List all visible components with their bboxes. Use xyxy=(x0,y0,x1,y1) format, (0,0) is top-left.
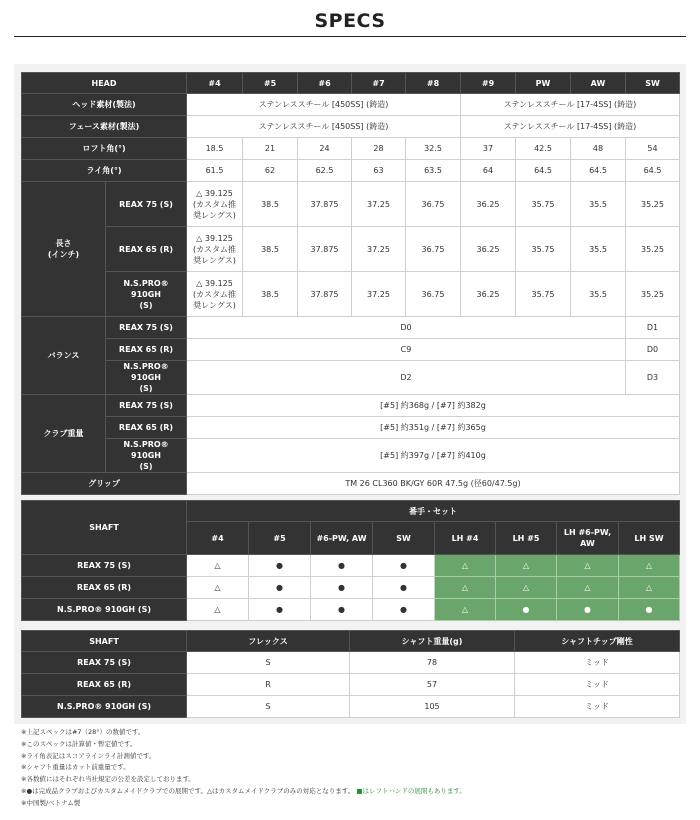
table-cell: 35.5 xyxy=(571,182,626,227)
table-cell: 36.75 xyxy=(406,272,461,317)
loft-row xyxy=(22,138,680,160)
row-label: グリップ xyxy=(22,473,187,495)
row-label: ヘッド素材(製法) xyxy=(22,94,187,116)
shaft-label: REAX 75 (S) xyxy=(22,555,187,577)
shaft-label: REAX 65 (R) xyxy=(22,674,187,696)
lefty-cell: △ xyxy=(496,577,557,599)
table-cell: [#5] 約368g / [#7] 約382g xyxy=(187,395,680,417)
footnote: ※このスペックは計算値・暫定値です。 xyxy=(21,739,137,748)
column-header: フレックス xyxy=(187,631,350,652)
footnote xyxy=(21,786,466,798)
table-cell: 61.5 xyxy=(187,160,243,182)
table-cell: 35.25 xyxy=(626,182,680,227)
table-cell: D3 xyxy=(626,361,680,395)
table-cell: 64 xyxy=(461,160,516,182)
table-cell: 62 xyxy=(243,160,298,182)
column-header: LH #6-PW, AW xyxy=(557,522,619,555)
table-cell: TM 26 CL360 BK/GY 60R 47.5g (径60/47.5g) xyxy=(187,473,680,495)
table-cell: ステンレススチール [17-4SS] (鋳造) xyxy=(461,94,680,116)
column-header: #8 xyxy=(406,73,461,94)
table-cell: 63 xyxy=(352,160,406,182)
table-cell: ミッド xyxy=(515,652,680,674)
column-header: LH #4 xyxy=(435,522,496,555)
table-cell: ● xyxy=(311,599,373,621)
table-cell: [#5] 約397g / [#7] 約410g xyxy=(187,439,680,473)
lefty-cell: ● xyxy=(619,599,680,621)
flex-header-row xyxy=(22,631,680,652)
table-cell: △ xyxy=(187,577,249,599)
table-row xyxy=(22,674,680,696)
club-weight-row xyxy=(22,417,680,439)
footnote: ※上記スペックは#7（28°）の数値です。 xyxy=(21,728,145,736)
table-cell: ステンレススチール [17-4SS] (鋳造) xyxy=(461,116,680,138)
table-cell: 35.5 xyxy=(571,227,626,272)
table-cell: ● xyxy=(311,555,373,577)
shaft-label: REAX 75 (S) xyxy=(22,652,187,674)
lefty-cell: △ xyxy=(619,577,680,599)
shaft-label: REAX 65 (R) xyxy=(106,417,187,439)
set-group-header: 番手・セット xyxy=(187,501,680,522)
row-label: ライ角(°) xyxy=(22,160,187,182)
table-cell: 37.25 xyxy=(352,182,406,227)
footnote: ※各数値にはそれぞれ当社規定の公差を設定しております。 xyxy=(21,775,195,784)
shaft-spec-table xyxy=(21,630,680,718)
table-cell: 64.5 xyxy=(571,160,626,182)
lefty-cell: △ xyxy=(619,555,680,577)
table-cell: 57 xyxy=(350,674,515,696)
shaft-label: N.S.PRO® 910GH (S) xyxy=(106,361,187,395)
table-cell: 36.25 xyxy=(461,182,516,227)
balance-row xyxy=(22,361,680,395)
shaft-availability-table xyxy=(21,500,680,621)
table-cell: 38.5 xyxy=(243,227,298,272)
shaft-label: REAX 75 (S) xyxy=(106,182,187,227)
length-row xyxy=(22,182,680,227)
table-cell: △ xyxy=(187,599,249,621)
table-cell: 36.25 xyxy=(461,272,516,317)
shaft-label: REAX 65 (R) xyxy=(22,577,187,599)
column-header: #9 xyxy=(461,73,516,94)
table-cell: D0 xyxy=(626,339,680,361)
table-cell: D1 xyxy=(626,317,680,339)
column-header: #7 xyxy=(352,73,406,94)
table-cell: S xyxy=(187,652,350,674)
table-cell: 78 xyxy=(350,652,515,674)
column-header: SW xyxy=(373,522,435,555)
shaft-label: N.S.PRO® 910GH (S) xyxy=(106,439,187,473)
table-cell: ステンレススチール [450SS] (鋳造) xyxy=(187,116,461,138)
row-label: ロフト角(°) xyxy=(22,138,187,160)
table-cell: 35.25 xyxy=(626,272,680,317)
table-row xyxy=(22,599,680,621)
shaft-label: REAX 65 (R) xyxy=(106,227,187,272)
table-cell: 35.25 xyxy=(626,227,680,272)
table-cell: 32.5 xyxy=(406,138,461,160)
table-cell: 63.5 xyxy=(406,160,461,182)
table-cell: [#5] 約351g / [#7] 約365g xyxy=(187,417,680,439)
column-header: PW xyxy=(516,73,571,94)
table-cell: 48 xyxy=(571,138,626,160)
lefty-cell: △ xyxy=(435,599,496,621)
column-header: #4 xyxy=(187,73,243,94)
footnote: ※ライ角表記はスコアラインライ計測値です。 xyxy=(21,751,156,760)
table-cell: 62.5 xyxy=(298,160,352,182)
lefty-cell: △ xyxy=(435,555,496,577)
lefty-cell: △ xyxy=(496,555,557,577)
shaft-label: REAX 75 (S) xyxy=(106,317,187,339)
balance-row xyxy=(22,339,680,361)
shaft-label: N.S.PRO® 910GH (S) xyxy=(22,696,187,718)
row-group-label: クラブ重量 xyxy=(22,395,106,473)
table-cell: 64.5 xyxy=(516,160,571,182)
table-cell: D0 xyxy=(187,317,626,339)
row-group-label: 長さ (インチ) xyxy=(22,182,106,317)
table-cell: △ 39.125 (カスタム推 奨レングス) xyxy=(187,182,243,227)
column-header: LH #5 xyxy=(496,522,557,555)
table-cell: C9 xyxy=(187,339,626,361)
column-header: #6-PW, AW xyxy=(311,522,373,555)
lefty-cell: ● xyxy=(496,599,557,621)
column-header: シャフト重量(g) xyxy=(350,631,515,652)
column-header: #6 xyxy=(298,73,352,94)
head-material-row xyxy=(22,94,680,116)
table-cell: ● xyxy=(373,555,435,577)
lefty-cell: △ xyxy=(557,555,619,577)
column-header: #4 xyxy=(187,522,249,555)
table-cell: 35.5 xyxy=(571,272,626,317)
club-weight-row xyxy=(22,439,680,473)
page-title: SPECS xyxy=(314,10,386,32)
table-cell: 38.5 xyxy=(243,272,298,317)
row-label: フェース素材(製法) xyxy=(22,116,187,138)
club-weight-row xyxy=(22,395,680,417)
table-cell: △ xyxy=(187,555,249,577)
table-cell: 18.5 xyxy=(187,138,243,160)
lefty-cell: ● xyxy=(557,599,619,621)
table-cell: ● xyxy=(311,577,373,599)
table-cell: ● xyxy=(373,577,435,599)
table-cell: 35.75 xyxy=(516,182,571,227)
table-cell: 37 xyxy=(461,138,516,160)
table-cell: 37.875 xyxy=(298,272,352,317)
title-bar xyxy=(14,8,686,37)
footnote-text: ※●は完成品クラブおよびカスタムメイドクラブでの展開です。△はカスタムメイドクラブのみの対応となります。 xyxy=(21,786,355,795)
table-cell: ● xyxy=(373,599,435,621)
table-row xyxy=(22,696,680,718)
table-row xyxy=(22,577,680,599)
table-cell: 28 xyxy=(352,138,406,160)
table-cell: 37.875 xyxy=(298,182,352,227)
table-cell: ● xyxy=(249,555,311,577)
table-cell: 38.5 xyxy=(243,182,298,227)
grip-row xyxy=(22,473,680,495)
row-group-label: バランス xyxy=(22,317,106,395)
table-cell: 35.75 xyxy=(516,272,571,317)
table-cell: ステンレススチール [450SS] (鋳造) xyxy=(187,94,461,116)
column-header: AW xyxy=(571,73,626,94)
head-corner-cell: HEAD xyxy=(22,73,187,94)
lie-row xyxy=(22,160,680,182)
shaft-corner-cell: SHAFT xyxy=(22,501,187,555)
table-cell: D2 xyxy=(187,361,626,395)
lefty-cell: △ xyxy=(557,577,619,599)
lefty-note: ■はレフトハンドの展開もあります。 xyxy=(356,786,466,795)
lefty-cell: △ xyxy=(435,577,496,599)
table-cell: 35.75 xyxy=(516,227,571,272)
column-header: #5 xyxy=(243,73,298,94)
table-cell: 37.875 xyxy=(298,227,352,272)
shaft-label: REAX 75 (S) xyxy=(106,395,187,417)
table-cell: 21 xyxy=(243,138,298,160)
table-cell: ミッド xyxy=(515,674,680,696)
table-cell: 42.5 xyxy=(516,138,571,160)
table-cell: ● xyxy=(249,599,311,621)
balance-row xyxy=(22,317,680,339)
table-row xyxy=(22,652,680,674)
footnote: ※シャフト重量はカット前重量です。 xyxy=(21,763,130,772)
table-cell: 105 xyxy=(350,696,515,718)
table-cell: 37.25 xyxy=(352,272,406,317)
column-header: LH SW xyxy=(619,522,680,555)
table-cell: ミッド xyxy=(515,696,680,718)
column-header: シャフトチップ剛性 xyxy=(515,631,680,652)
shaft-header-row xyxy=(22,501,680,522)
table-cell: 54 xyxy=(626,138,680,160)
column-header: SHAFT xyxy=(22,631,187,652)
face-material-row xyxy=(22,116,680,138)
table-cell: S xyxy=(187,696,350,718)
table-row xyxy=(22,555,680,577)
head-spec-table xyxy=(21,72,680,495)
table-cell: △ 39.125 (カスタム推 奨レングス) xyxy=(187,272,243,317)
table-cell: 36.25 xyxy=(461,227,516,272)
table-cell: 24 xyxy=(298,138,352,160)
shaft-label: REAX 65 (R) xyxy=(106,339,187,361)
length-row xyxy=(22,272,680,317)
table-cell: 36.75 xyxy=(406,227,461,272)
length-row xyxy=(22,227,680,272)
table-cell: 36.75 xyxy=(406,182,461,227)
head-header-row xyxy=(22,73,680,94)
shaft-label: N.S.PRO® 910GH (S) xyxy=(22,599,187,621)
shaft-label: N.S.PRO® 910GH (S) xyxy=(106,272,187,317)
footnotes xyxy=(21,727,466,810)
table-cell: 37.25 xyxy=(352,227,406,272)
table-cell: 64.5 xyxy=(626,160,680,182)
column-header: SW xyxy=(626,73,680,94)
table-cell: △ 39.125 (カスタム推 奨レングス) xyxy=(187,227,243,272)
table-cell: R xyxy=(187,674,350,696)
footnote: ※中国製/ベトナム製 xyxy=(21,798,81,807)
table-cell: ● xyxy=(249,577,311,599)
column-header: #5 xyxy=(249,522,311,555)
